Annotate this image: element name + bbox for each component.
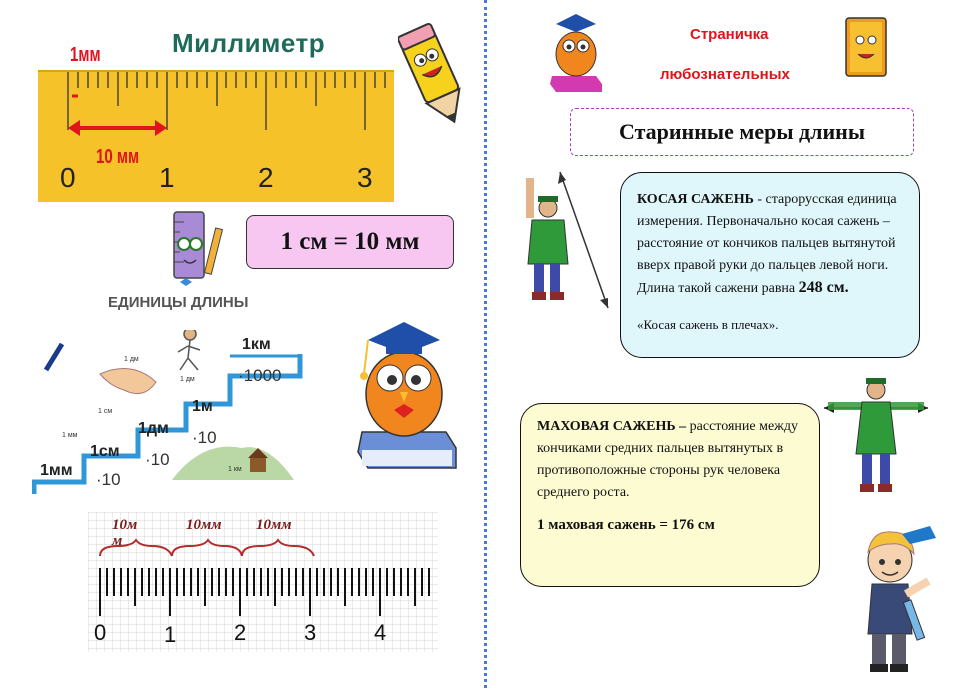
units-caption: ЕДИНИЦЫ ДЛИНЫ: [108, 294, 249, 311]
yellow-ruler-image: [38, 70, 394, 202]
brace-label-2: 10мм: [186, 517, 222, 533]
header-line-1: Страничка: [690, 26, 769, 43]
label-1mm: 1мм: [70, 44, 101, 66]
book-character-image: [840, 12, 892, 80]
grid-number-2: 2: [234, 620, 247, 645]
small-owl-image: [546, 10, 606, 94]
ruler-number-0: 0: [60, 162, 76, 193]
kosaya-term: КОСАЯ САЖЕНЬ: [637, 192, 754, 207]
pencil-character-image: [398, 22, 470, 130]
ruler-number-1: 1: [159, 162, 175, 193]
grid-number-4: 4: [374, 620, 387, 645]
ancient-measures-title: Старинные меры длины: [570, 108, 914, 156]
small-label-1cm: 1 см: [98, 408, 113, 415]
grid-number-1: 1: [164, 622, 177, 647]
label-10mm: 10 мм: [96, 146, 140, 168]
kosaya-value: 248 см.: [798, 279, 849, 296]
ruler-character-image: [160, 208, 232, 292]
small-label-1km: 1 км: [228, 466, 242, 473]
brace-label-1: 10м м: [112, 517, 138, 549]
makhovaya-sazhen-figure-image: [822, 372, 930, 502]
stair-value-m: ·10: [192, 428, 217, 447]
stair-value-dm: ·10: [145, 450, 170, 469]
stair-value-km: ·1000: [238, 366, 282, 385]
ruler-number-2: 2: [258, 162, 274, 193]
brace-label-3: 10мм: [256, 517, 292, 533]
grid-number-0: 0: [94, 620, 107, 645]
kosaya-sazhen-figure-image: [520, 168, 612, 318]
makhovaya-term: МАХОВАЯ САЖЕНЬ –: [537, 419, 687, 434]
ruler-number-3: 3: [357, 162, 373, 193]
stair-label-cm: 1см: [90, 443, 120, 460]
kosaya-text: - старорусская единица измерения. Первоначально косая сажень – расстояние от кончиков пальцев вытянутой вверх правой руки до пальцев левой ноги. Длина такой сажени равна: [637, 192, 897, 296]
page-title-millimeter: Миллиметр: [172, 28, 326, 58]
kosaya-sazhen-card: [620, 172, 920, 358]
small-label-1dm-a: 1 дм: [124, 356, 139, 363]
grid-number-3: 3: [304, 620, 317, 645]
makhovaya-sazhen-card: [520, 403, 820, 587]
boy-with-ruler-image: [850, 520, 942, 680]
stair-value-cm: ·10: [96, 470, 121, 489]
stair-label-km: 1км: [242, 336, 271, 353]
header-line-2: любознательных: [660, 66, 790, 83]
equation-box: 1 см = 10 мм: [246, 215, 454, 269]
makhovaya-formula: 1 маховая сажень = 176 см: [537, 517, 715, 533]
staircase-diagram: [32, 330, 310, 498]
small-label-1mm: 1 мм: [62, 432, 78, 439]
page-divider: [484, 0, 487, 688]
stair-label-dm: 1дм: [138, 420, 169, 437]
kosaya-quote: «Косая сажень в плечах».: [637, 317, 779, 332]
stair-label-mm: 1мм: [40, 462, 73, 479]
makhovaya-text: расстояние между кончиками средних пальцев вытянутых в противоположные стороны рук человека среднего роста.: [537, 419, 798, 500]
stair-label-m: 1м: [192, 398, 213, 415]
owl-on-book-image: [348, 318, 460, 478]
ruler-ticks: [38, 72, 394, 204]
small-label-1dm-b: 1 дм: [180, 376, 195, 383]
